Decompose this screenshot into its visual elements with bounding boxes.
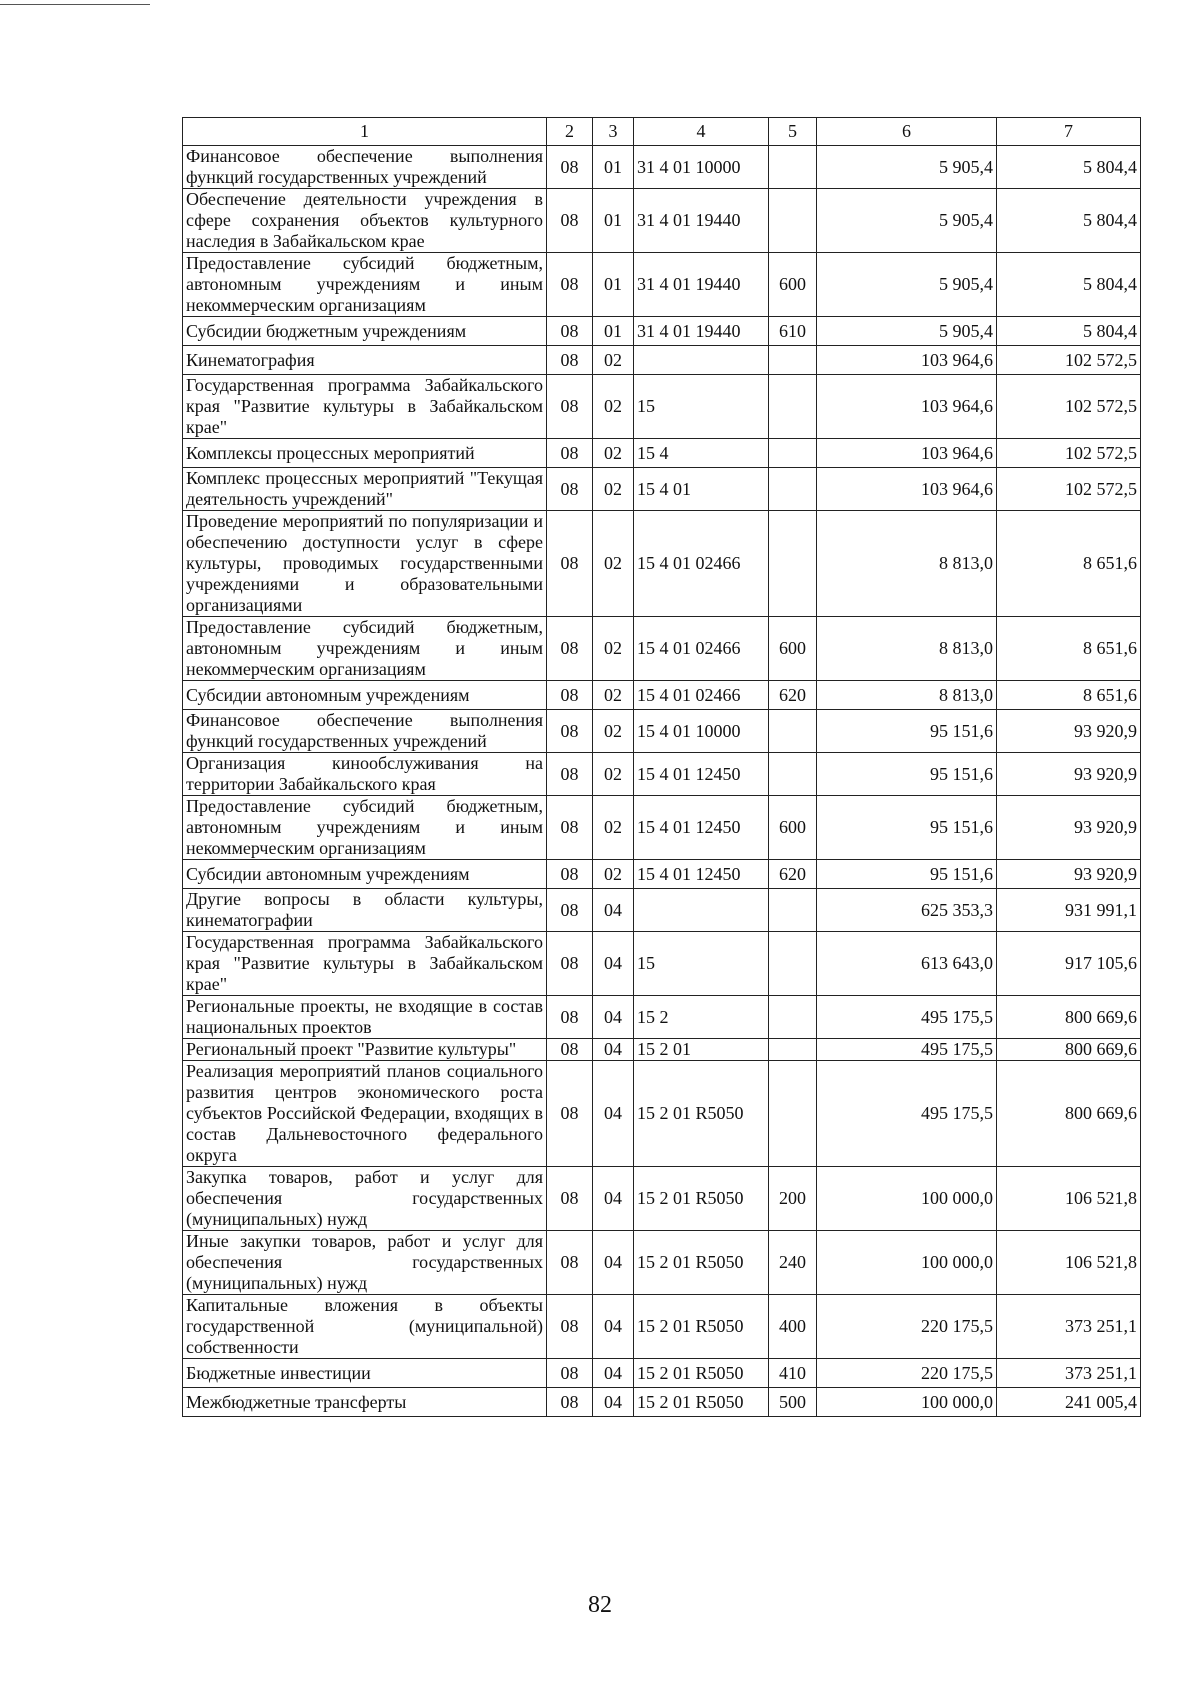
target-article-code: 31 4 01 19440: [634, 253, 769, 317]
amount-year-2: 106 521,8: [997, 1231, 1141, 1295]
table-body: [183, 146, 1141, 1417]
target-article-code: 15 2 01 R5050: [634, 1231, 769, 1295]
table-row: [183, 1295, 1141, 1359]
amount-year-2: 8 651,6: [997, 511, 1141, 617]
subsection-code: 04: [593, 996, 634, 1039]
amount-year-1: 220 175,5: [817, 1295, 997, 1359]
row-name: Бюджетные инвестиции: [183, 1359, 547, 1388]
subsection-code: 04: [593, 1295, 634, 1359]
subsection-code: 02: [593, 753, 634, 796]
amount-year-1: 220 175,5: [817, 1359, 997, 1388]
amount-year-2: 800 669,6: [997, 1039, 1141, 1061]
table-row: [183, 860, 1141, 889]
subsection-code: 02: [593, 346, 634, 375]
amount-year-2: 102 572,5: [997, 468, 1141, 511]
amount-year-1: 103 964,6: [817, 439, 997, 468]
row-name: Капитальные вложения в объекты государственной (муниципальной) собственности: [183, 1295, 547, 1359]
table-row: [183, 146, 1141, 189]
target-article-code: 15 4 01 10000: [634, 710, 769, 753]
expense-type-code: 600: [769, 796, 817, 860]
target-article-code: 15 2 01 R5050: [634, 1167, 769, 1231]
subsection-code: 02: [593, 375, 634, 439]
amount-year-1: 103 964,6: [817, 375, 997, 439]
expense-type-code: [769, 468, 817, 511]
column-header: 6: [817, 118, 997, 146]
table-row: [183, 796, 1141, 860]
subsection-code: 02: [593, 439, 634, 468]
amount-year-1: 100 000,0: [817, 1388, 997, 1417]
amount-year-2: 102 572,5: [997, 346, 1141, 375]
expense-type-code: [769, 346, 817, 375]
budget-table: [182, 117, 1141, 1417]
section-code: 08: [547, 146, 593, 189]
target-article-code: 15: [634, 932, 769, 996]
target-article-code: 15 4: [634, 439, 769, 468]
row-name: Организация кинообслуживания на территории Забайкальского края: [183, 753, 547, 796]
row-name: Комплекс процессных мероприятий "Текущая деятельность учреждений": [183, 468, 547, 511]
table-row: [183, 468, 1141, 511]
table-row: [183, 317, 1141, 346]
column-header: 4: [634, 118, 769, 146]
section-code: 08: [547, 1231, 593, 1295]
amount-year-2: 917 105,6: [997, 932, 1141, 996]
subsection-code: 04: [593, 1167, 634, 1231]
amount-year-1: 613 643,0: [817, 932, 997, 996]
table-row: [183, 189, 1141, 253]
amount-year-2: 106 521,8: [997, 1167, 1141, 1231]
table-row: [183, 932, 1141, 996]
amount-year-1: 95 151,6: [817, 753, 997, 796]
table-row: [183, 439, 1141, 468]
target-article-code: 15 2 01 R5050: [634, 1295, 769, 1359]
target-article-code: 31 4 01 19440: [634, 317, 769, 346]
row-name: Проведение мероприятий по популяризации и обеспечению доступности услуг в сфере культуры, проводимых государственными учреждениями и образовательными организациями: [183, 511, 547, 617]
expense-type-code: 600: [769, 253, 817, 317]
amount-year-1: 95 151,6: [817, 860, 997, 889]
section-code: 08: [547, 710, 593, 753]
subsection-code: 02: [593, 710, 634, 753]
amount-year-1: 495 175,5: [817, 1061, 997, 1167]
column-header: 5: [769, 118, 817, 146]
table-row: [183, 753, 1141, 796]
expense-type-code: [769, 439, 817, 468]
section-code: 08: [547, 1359, 593, 1388]
row-name: Закупка товаров, работ и услуг для обеспечения государственных (муниципальных) нужд: [183, 1167, 547, 1231]
amount-year-2: 102 572,5: [997, 439, 1141, 468]
row-name: Реализация мероприятий планов социального развития центров экономического роста субъектов Российской Федерации, входящих в состав Дальневосточного федерального округа: [183, 1061, 547, 1167]
expense-type-code: 410: [769, 1359, 817, 1388]
row-name: Финансовое обеспечение выполнения функций государственных учреждений: [183, 710, 547, 753]
table-row: [183, 1231, 1141, 1295]
table-row: [183, 710, 1141, 753]
amount-year-2: 8 651,6: [997, 681, 1141, 710]
amount-year-2: 241 005,4: [997, 1388, 1141, 1417]
table-row: [183, 996, 1141, 1039]
table-row: [183, 375, 1141, 439]
subsection-code: 01: [593, 253, 634, 317]
section-code: 08: [547, 996, 593, 1039]
row-name: Предоставление субсидий бюджетным, автономным учреждениям и иным некоммерческим организациям: [183, 253, 547, 317]
section-code: 08: [547, 468, 593, 511]
row-name: Региональный проект "Развитие культуры": [183, 1039, 547, 1061]
amount-year-2: 5 804,4: [997, 253, 1141, 317]
amount-year-1: 103 964,6: [817, 468, 997, 511]
section-code: 08: [547, 1295, 593, 1359]
target-article-code: 15 2 01 R5050: [634, 1061, 769, 1167]
section-code: 08: [547, 681, 593, 710]
amount-year-1: 103 964,6: [817, 346, 997, 375]
expense-type-code: 240: [769, 1231, 817, 1295]
expense-type-code: 400: [769, 1295, 817, 1359]
section-code: 08: [547, 753, 593, 796]
amount-year-2: 373 251,1: [997, 1295, 1141, 1359]
expense-type-code: [769, 146, 817, 189]
page-number: 82: [588, 1592, 612, 1618]
target-article-code: 15 2 01 R5050: [634, 1388, 769, 1417]
table-header-row: [183, 118, 1141, 146]
amount-year-2: 5 804,4: [997, 146, 1141, 189]
table-row: [183, 1061, 1141, 1167]
row-name: Субсидии бюджетным учреждениям: [183, 317, 547, 346]
row-name: Кинематография: [183, 346, 547, 375]
expense-type-code: [769, 996, 817, 1039]
column-header: 3: [593, 118, 634, 146]
section-code: 08: [547, 1039, 593, 1061]
table-row: [183, 1359, 1141, 1388]
expense-type-code: [769, 889, 817, 932]
row-name: Обеспечение деятельности учреждения в сфере сохранения объектов культурного наследия в Забайкальском крае: [183, 189, 547, 253]
section-code: 08: [547, 1388, 593, 1417]
section-code: 08: [547, 375, 593, 439]
row-name: Иные закупки товаров, работ и услуг для обеспечения государственных (муниципальных) нужд: [183, 1231, 547, 1295]
section-code: 08: [547, 189, 593, 253]
subsection-code: 02: [593, 511, 634, 617]
subsection-code: 02: [593, 681, 634, 710]
expense-type-code: 500: [769, 1388, 817, 1417]
amount-year-1: 8 813,0: [817, 511, 997, 617]
table-row: [183, 1388, 1141, 1417]
table-row: [183, 346, 1141, 375]
expense-type-code: [769, 753, 817, 796]
target-article-code: 15 4 01 12450: [634, 796, 769, 860]
subsection-code: 02: [593, 860, 634, 889]
amount-year-1: 625 353,3: [817, 889, 997, 932]
expense-type-code: [769, 375, 817, 439]
expense-type-code: [769, 1039, 817, 1061]
amount-year-1: 100 000,0: [817, 1231, 997, 1295]
target-article-code: 15 4 01 02466: [634, 511, 769, 617]
expense-type-code: 620: [769, 860, 817, 889]
subsection-code: 04: [593, 1388, 634, 1417]
section-code: 08: [547, 1061, 593, 1167]
target-article-code: 15 4 01 02466: [634, 681, 769, 710]
table-row: [183, 511, 1141, 617]
table-row: [183, 889, 1141, 932]
row-name: Финансовое обеспечение выполнения функций государственных учреждений: [183, 146, 547, 189]
target-article-code: 15 2 01 R5050: [634, 1359, 769, 1388]
subsection-code: 04: [593, 1359, 634, 1388]
row-name: Региональные проекты, не входящие в состав национальных проектов: [183, 996, 547, 1039]
section-code: 08: [547, 1167, 593, 1231]
target-article-code: 15 2 01: [634, 1039, 769, 1061]
subsection-code: 04: [593, 932, 634, 996]
row-name: Субсидии автономным учреждениям: [183, 860, 547, 889]
amount-year-1: 8 813,0: [817, 681, 997, 710]
table-row: [183, 617, 1141, 681]
amount-year-2: 373 251,1: [997, 1359, 1141, 1388]
subsection-code: 02: [593, 617, 634, 681]
row-name: Другие вопросы в области культуры, кинематографии: [183, 889, 547, 932]
subsection-code: 02: [593, 796, 634, 860]
section-code: 08: [547, 317, 593, 346]
row-name: Предоставление субсидий бюджетным, автономным учреждениям и иным некоммерческим организациям: [183, 796, 547, 860]
target-article-code: 15: [634, 375, 769, 439]
section-code: 08: [547, 617, 593, 681]
row-name: Комплексы процессных мероприятий: [183, 439, 547, 468]
row-name: Межбюджетные трансферты: [183, 1388, 547, 1417]
amount-year-1: 95 151,6: [817, 796, 997, 860]
expense-type-code: [769, 1061, 817, 1167]
amount-year-2: 93 920,9: [997, 796, 1141, 860]
scan-artifact-line: [0, 4, 150, 5]
amount-year-2: 800 669,6: [997, 996, 1141, 1039]
section-code: 08: [547, 511, 593, 617]
amount-year-1: 495 175,5: [817, 1039, 997, 1061]
expense-type-code: [769, 710, 817, 753]
section-code: 08: [547, 253, 593, 317]
amount-year-1: 8 813,0: [817, 617, 997, 681]
table-row: [183, 1039, 1141, 1061]
target-article-code: 15 4 01 02466: [634, 617, 769, 681]
column-header: 2: [547, 118, 593, 146]
amount-year-2: 102 572,5: [997, 375, 1141, 439]
amount-year-2: 8 651,6: [997, 617, 1141, 681]
subsection-code: 02: [593, 468, 634, 511]
expense-type-code: [769, 511, 817, 617]
expense-type-code: 600: [769, 617, 817, 681]
subsection-code: 01: [593, 146, 634, 189]
amount-year-1: 100 000,0: [817, 1167, 997, 1231]
target-article-code: 31 4 01 19440: [634, 189, 769, 253]
amount-year-1: 5 905,4: [817, 253, 997, 317]
column-header: 7: [997, 118, 1141, 146]
amount-year-2: 931 991,1: [997, 889, 1141, 932]
amount-year-2: 93 920,9: [997, 710, 1141, 753]
table-row: [183, 1167, 1141, 1231]
row-name: Субсидии автономным учреждениям: [183, 681, 547, 710]
amount-year-2: 93 920,9: [997, 753, 1141, 796]
expense-type-code: 610: [769, 317, 817, 346]
section-code: 08: [547, 889, 593, 932]
amount-year-2: 800 669,6: [997, 1061, 1141, 1167]
target-article-code: 31 4 01 10000: [634, 146, 769, 189]
expense-type-code: [769, 932, 817, 996]
subsection-code: 04: [593, 889, 634, 932]
amount-year-2: 5 804,4: [997, 317, 1141, 346]
section-code: 08: [547, 796, 593, 860]
amount-year-1: 5 905,4: [817, 189, 997, 253]
target-article-code: 15 2: [634, 996, 769, 1039]
row-name: Государственная программа Забайкальского края "Развитие культуры в Забайкальском крае": [183, 375, 547, 439]
subsection-code: 04: [593, 1231, 634, 1295]
amount-year-1: 5 905,4: [817, 146, 997, 189]
section-code: 08: [547, 932, 593, 996]
expense-type-code: [769, 189, 817, 253]
target-article-code: 15 4 01: [634, 468, 769, 511]
subsection-code: 01: [593, 317, 634, 346]
section-code: 08: [547, 346, 593, 375]
table-row: [183, 253, 1141, 317]
subsection-code: 04: [593, 1061, 634, 1167]
target-article-code: [634, 889, 769, 932]
row-name: Предоставление субсидий бюджетным, автономным учреждениям и иным некоммерческим организациям: [183, 617, 547, 681]
expense-type-code: 620: [769, 681, 817, 710]
subsection-code: 01: [593, 189, 634, 253]
expense-type-code: 200: [769, 1167, 817, 1231]
target-article-code: 15 4 01 12450: [634, 860, 769, 889]
section-code: 08: [547, 439, 593, 468]
subsection-code: 04: [593, 1039, 634, 1061]
amount-year-1: 495 175,5: [817, 996, 997, 1039]
amount-year-1: 95 151,6: [817, 710, 997, 753]
target-article-code: [634, 346, 769, 375]
amount-year-1: 5 905,4: [817, 317, 997, 346]
amount-year-2: 5 804,4: [997, 189, 1141, 253]
row-name: Государственная программа Забайкальского края "Развитие культуры в Забайкальском крае": [183, 932, 547, 996]
amount-year-2: 93 920,9: [997, 860, 1141, 889]
target-article-code: 15 4 01 12450: [634, 753, 769, 796]
column-header: 1: [183, 118, 547, 146]
table-row: [183, 681, 1141, 710]
section-code: 08: [547, 860, 593, 889]
